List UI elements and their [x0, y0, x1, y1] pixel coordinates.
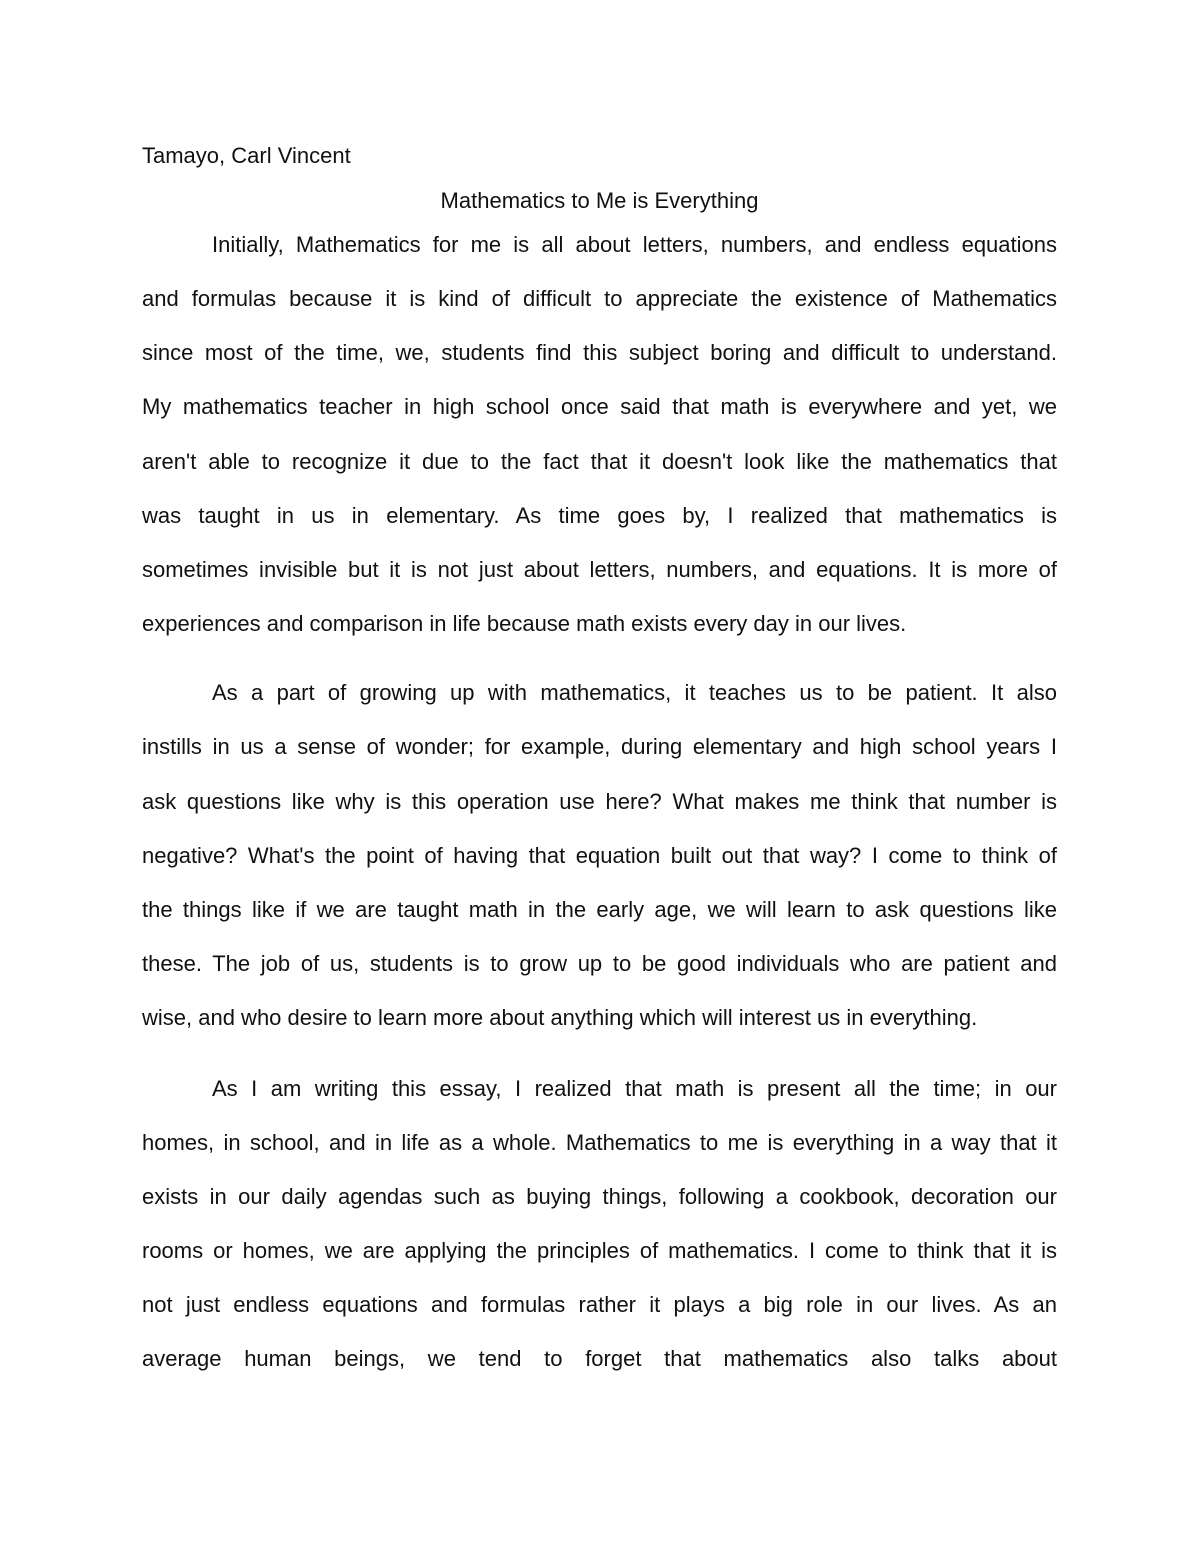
paragraph-1-line-7: sometimes invisible but it is not just about letters, numbers, and equations. It is more of — [142, 557, 1057, 582]
paragraph-3-line-5: not just endless equations and formulas rather it plays a big role in our lives. As an — [142, 1292, 1057, 1317]
paragraph-3-line-2: homes, in school, and in life as a whole. Mathematics to me is everything in a way that it — [142, 1130, 1057, 1155]
paragraph-1-line-8: experiences and comparison in life because math exists every day in our lives. — [142, 611, 907, 636]
paragraph-3-line-6: average human beings, we tend to forget that mathematics also talks about — [142, 1346, 1057, 1371]
paragraph-2-line-7: wise, and who desire to learn more about anything which will interest us in everything. — [142, 1005, 978, 1030]
paragraph-2-line-5: the things like if we are taught math in the early age, we will learn to ask questions like — [142, 897, 1057, 922]
paragraph-3-line-1: As I am writing this essay, I realized that math is present all the time; in our — [212, 1076, 1057, 1101]
paragraph-1-line-2: and formulas because it is kind of difficult to appreciate the existence of Mathematics — [142, 286, 1057, 311]
paragraph-3-line-3: exists in our daily agendas such as buying things, following a cookbook, decoration our — [142, 1184, 1057, 1209]
paragraph-1-line-4: My mathematics teacher in high school once said that math is everywhere and yet, we — [142, 394, 1057, 419]
paragraph-1-line-5: aren't able to recognize it due to the fact that it doesn't look like the mathematics that — [142, 449, 1057, 474]
author-name: Tamayo, Carl Vincent — [142, 143, 351, 168]
paragraph-2-line-3: ask questions like why is this operation use here? What makes me think that number is — [142, 789, 1057, 814]
paragraph-1-line-1: Initially, Mathematics for me is all about letters, numbers, and endless equations — [212, 232, 1057, 257]
paragraph-2-line-4: negative? What's the point of having that equation built out that way? I come to think of — [142, 843, 1057, 868]
paragraph-1-line-6: was taught in us in elementary. As time goes by, I realized that mathematics is — [142, 503, 1057, 528]
paragraph-2-line-6: these. The job of us, students is to grow up to be good individuals who are patient and — [142, 951, 1057, 976]
essay-title: Mathematics to Me is Everything — [440, 188, 759, 213]
paragraph-3-line-4: rooms or homes, we are applying the principles of mathematics. I come to think that it is — [142, 1238, 1057, 1263]
paragraph-2-line-1: As a part of growing up with mathematics, it teaches us to be patient. It also — [212, 680, 1057, 705]
paragraph-2-line-2: instills in us a sense of wonder; for example, during elementary and high school years I — [142, 734, 1057, 759]
paragraph-1-line-3: since most of the time, we, students find this subject boring and difficult to understand. — [142, 340, 1057, 365]
